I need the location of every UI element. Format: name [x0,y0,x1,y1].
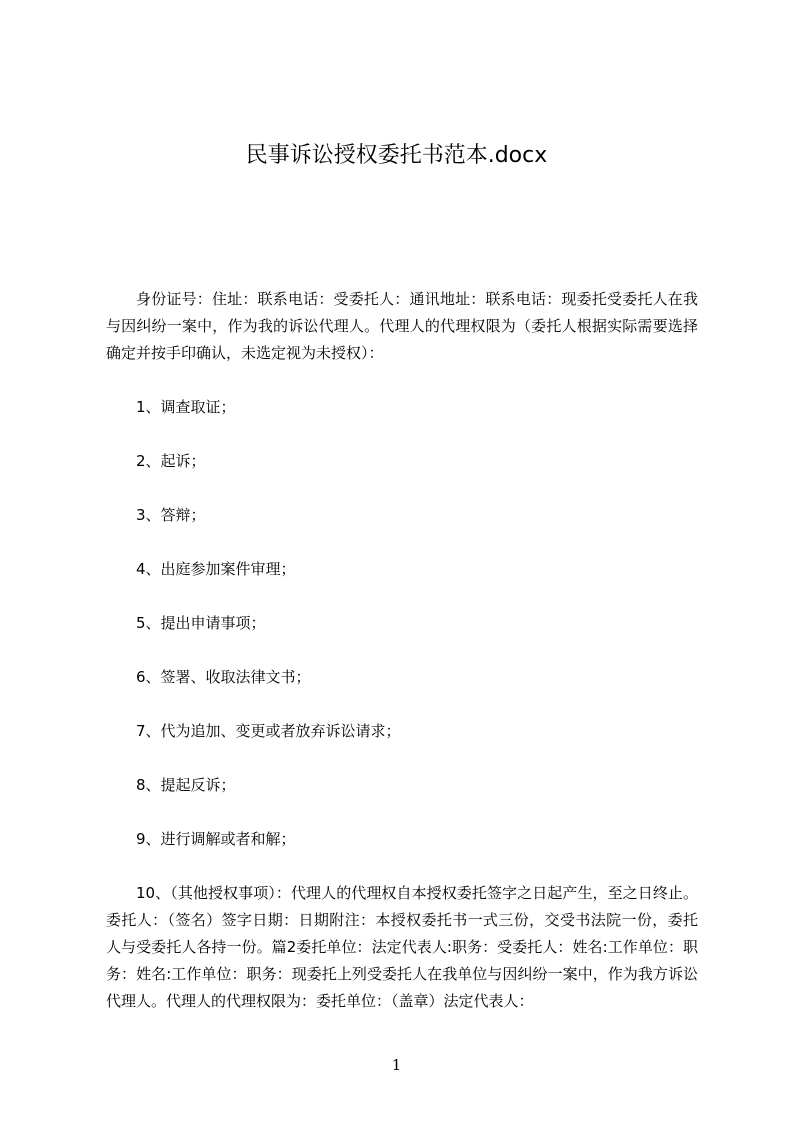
closing-paragraph: 10、（其他授权事项）：代理人的代理权自本授权委托签字之日起产生，至之日终止。委托人：（签名）签字日期：日期附注：本授权委托书一式三份，交受书法院一份，委托人与受委托人各持一份。篇2委托单位：法定代表人:职务：受委托人：姓名:工作单位：职务：姓名:工作单位：职务：现委托上列受委托人在我单位与因纠纷一案中，作为我方诉讼代理人。代理人的代理权限为：委托单位：（盖章）法定代表人： [106,884,698,1010]
paragraph-gap [106,529,698,556]
list-item: 7、代为追加、变更或者放弃诉讼请求； [136,722,401,740]
list-item: 8、提起反诉； [136,776,236,794]
paragraph-gap [106,421,698,448]
list-item: 5、提出申请事项； [136,614,266,632]
list-item: 9、进行调解或者和解； [136,830,296,848]
list-item: 2、起诉； [136,452,206,470]
paragraph-gap [106,367,698,394]
intro-paragraph: 身份证号：住址：联系电话：受委托人：通讯地址：联系电话：现委托受委托人在我与因纠纷一案中，作为我的诉讼代理人。代理人的代理权限为（委托人根据实际需要选择确定并按手印确认，未选定视为未授权）： [106,290,698,362]
page-number: 1 [391,1056,402,1074]
list-item: 1、调查取证； [136,398,236,416]
paragraph-gap [106,853,698,880]
paragraph-gap [106,475,698,502]
list-item: 4、出庭参加案件审理； [136,560,296,578]
paragraph-gap [106,691,698,718]
list-item: 6、签署、收取法律文书； [136,668,311,686]
paragraph-gap [106,799,698,826]
document-title: 民事诉讼授权委托书范本.docx [245,143,548,168]
paragraph-gap [106,637,698,664]
list-item: 3、答辩； [136,506,206,524]
document-body [106,286,698,1015]
paragraph-gap [106,583,698,610]
paragraph-gap [106,745,698,772]
